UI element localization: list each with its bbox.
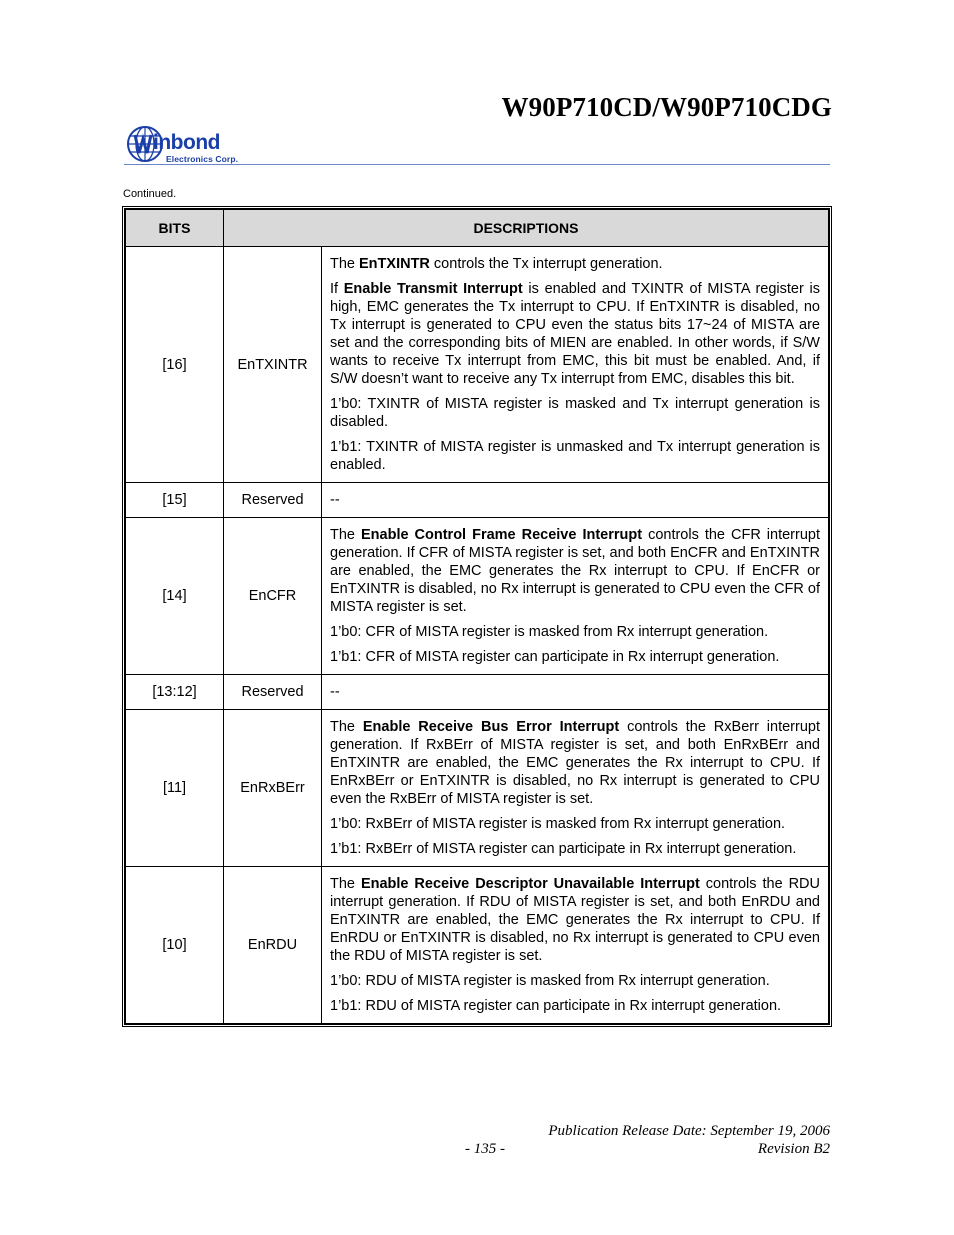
field-name-cell: EnRDU xyxy=(224,867,322,1024)
description-paragraph: 1’b1: TXINTR of MISTA register is unmasked and Tx interrupt generation is enabled. xyxy=(330,439,820,473)
table-row xyxy=(126,867,829,1024)
field-name-cell: Reserved xyxy=(224,675,322,710)
text-span: The xyxy=(330,719,363,735)
text-span: is enabled and TXINTR of MISTA register is high, EMC generates the Tx interrupt to CPU. If EnTXINTR is disabled, no Tx interrupt is generated to CPU even the status bits 17~24 of MISTA are set and the corresponding bits of MIEN are enabled. In other words, if S/W wants to receive Tx interrupt from EMC, this bit must be enabled. And, if S/W doesn’t want to receive any Tx interrupt from EMC, disables this bit. xyxy=(330,281,820,387)
description-paragraph: 1’b0: TXINTR of MISTA register is masked and Tx interrupt generation is disabled. xyxy=(330,396,820,430)
description-paragraph: 1’b0: CFR of MISTA register is masked from Rx interrupt generation. xyxy=(330,624,769,640)
table-header-row xyxy=(126,210,829,247)
text-span: controls the CFR interrupt generation. If CFR of MISTA register is set, and both EnCFR and EnTXINTR are enabled, the EMC generates the Rx interrupt to CPU. If EnCFR or EnTXINTR is disabled, no Rx interrupt is generated to CPU even the CFR of MISTA register is set. xyxy=(330,527,821,615)
bits-cell: [13:12] xyxy=(126,675,224,710)
release-date: Publication Release Date: September 19, 2006 xyxy=(548,1123,830,1139)
page-number: - 135 - xyxy=(465,1141,505,1157)
header-divider xyxy=(124,164,830,165)
description-cell: -- xyxy=(322,675,829,710)
text-span: The xyxy=(330,527,361,543)
text-span: The xyxy=(330,876,361,892)
bits-cell: [15] xyxy=(126,483,224,518)
bits-cell: [14] xyxy=(126,518,224,675)
bits-cell: [11] xyxy=(126,710,224,867)
winbond-logo xyxy=(126,125,256,167)
text-span: controls the RDU interrupt generation. If RDU of MISTA register is set, and both EnRDU and EnTXINTR are enabled, the EMC generates the Rx interrupt to CPU. If EnRDU or EnTXINTR is disabled, no Rx interrupt is generated to CPU even the RDU of MISTA register is set. xyxy=(330,876,820,964)
field-name-cell: EnTXINTR xyxy=(224,247,322,483)
register-table xyxy=(122,206,832,1027)
description-paragraph xyxy=(330,255,820,273)
description-cell xyxy=(322,867,829,1024)
bold-term: EnTXINTR xyxy=(359,256,430,272)
table-row xyxy=(126,247,829,483)
logo-subtitle: Electronics Corp. xyxy=(166,154,239,164)
revision-label: Revision B2 xyxy=(757,1141,830,1157)
table-row xyxy=(126,518,829,675)
document-title: W90P710CD/W90P710CDG xyxy=(501,92,832,122)
field-name-cell: EnRxBErr xyxy=(224,710,322,867)
bold-term: Enable Transmit Interrupt xyxy=(343,281,523,297)
text-span: If xyxy=(330,281,344,297)
description-paragraph xyxy=(330,718,820,808)
bits-cell: [10] xyxy=(126,867,224,1024)
table-row xyxy=(126,675,829,710)
bold-term: Enable Receive Descriptor Unavailable Interrupt xyxy=(360,876,700,892)
descriptions-column-header: DESCRIPTIONS xyxy=(224,210,829,247)
field-name-cell: EnCFR xyxy=(224,518,322,675)
description-paragraph xyxy=(330,280,820,388)
text-span: controls the RxBerr interrupt generation. If RxBErr of MISTA register is set, and both EnRxBErr and EnTXINTR are enabled, the EMC generates the Rx interrupt to CPU. If EnRxBErr or EnTXINTR is disabled, no Rx interrupt is generated to CPU even the RxBErr of MISTA register is set. xyxy=(330,719,821,807)
bits-cell: [16] xyxy=(126,247,224,483)
logo-wordmark: inbond xyxy=(153,131,220,154)
description-paragraph xyxy=(330,875,820,965)
description-cell xyxy=(322,710,829,867)
bold-term: Enable Control Frame Receive Interrupt xyxy=(361,527,643,543)
bits-column-header: BITS xyxy=(126,210,224,247)
description-paragraph: 1’b1: RxBErr of MISTA register can participate in Rx interrupt generation. xyxy=(330,841,797,857)
description-paragraph: 1’b0: RxBErr of MISTA register is masked from Rx interrupt generation. xyxy=(330,816,786,832)
table-row xyxy=(126,710,829,867)
description-paragraph xyxy=(330,526,820,616)
text-span: The xyxy=(330,256,360,272)
table-row xyxy=(126,483,829,518)
continued-label: Continued. xyxy=(123,188,177,200)
text-span: controls the Tx interrupt generation. xyxy=(429,256,663,272)
description-paragraph: 1’b1: RDU of MISTA register can participate in Rx interrupt generation. xyxy=(330,998,782,1014)
field-name-cell: Reserved xyxy=(224,483,322,518)
description-paragraph: 1’b0: RDU of MISTA register is masked from Rx interrupt generation. xyxy=(330,973,770,989)
description-paragraph: 1’b1: CFR of MISTA register can participate in Rx interrupt generation. xyxy=(330,649,780,665)
description-cell xyxy=(322,247,829,483)
description-cell xyxy=(322,518,829,675)
bold-term: Enable Receive Bus Error Interrupt xyxy=(362,719,620,735)
description-cell: -- xyxy=(322,483,829,518)
